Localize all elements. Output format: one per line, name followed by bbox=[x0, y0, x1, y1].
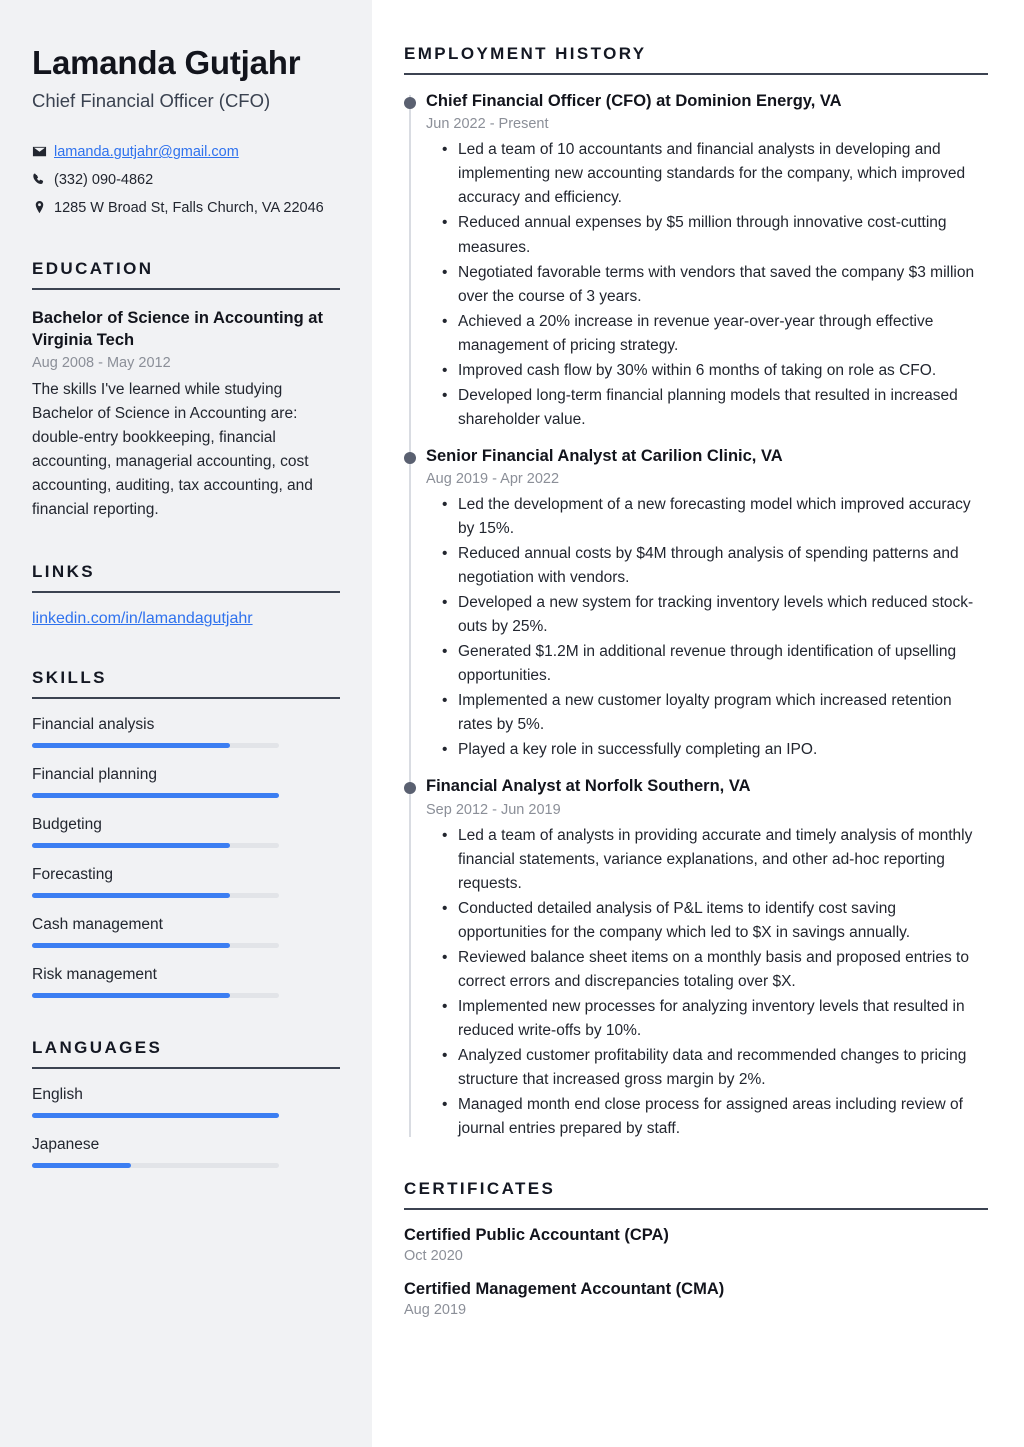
job-bullet: • Implemented a new customer loyalty program which increased retention rates by 5%. bbox=[458, 689, 988, 737]
language-bar-track bbox=[32, 1163, 279, 1168]
language-bar-track bbox=[32, 1113, 279, 1118]
job-bullet: • Conducted detailed analysis of P&L items to identify cost saving opportunities for the company which led to $X in savings annually. bbox=[458, 897, 988, 945]
job-bullet: • Reduced annual expenses by $5 million through innovative cost-cutting measures. bbox=[458, 211, 988, 259]
language-bar-fill bbox=[32, 1113, 279, 1118]
location-pin-icon bbox=[32, 198, 54, 215]
skill-bar-track bbox=[32, 993, 279, 998]
contact-address bbox=[32, 198, 340, 219]
linkedin-link[interactable]: linkedin.com/in/lamandagutjahr bbox=[32, 610, 253, 628]
employment-heading: EMPLOYMENT HISTORY bbox=[404, 44, 647, 63]
job-entry bbox=[426, 91, 988, 432]
candidate-name: Lamanda Gutjahr bbox=[32, 44, 301, 81]
languages-divider bbox=[32, 1067, 340, 1069]
job-bullet: • Led a team of 10 accountants and financial analysts in developing and implementing new accounting standards for the company, which improved accuracy and efficiency. bbox=[458, 138, 988, 210]
job-bullet: • Generated $1.2M in additional revenue through identification of upselling opportunities. bbox=[458, 640, 988, 688]
language-item bbox=[32, 1136, 340, 1168]
languages-section bbox=[32, 1038, 340, 1168]
certificate-date: Oct 2020 bbox=[404, 1247, 463, 1264]
contact-email[interactable] bbox=[32, 142, 340, 163]
job-bullet: • Developed long-term financial planning models that resulted in increased shareholder value. bbox=[458, 384, 988, 432]
languages-list bbox=[32, 1086, 340, 1168]
languages-heading: LANGUAGES bbox=[32, 1038, 163, 1058]
language-item bbox=[32, 1086, 340, 1118]
skill-label: Budgeting bbox=[32, 816, 102, 834]
phone-icon bbox=[32, 170, 54, 187]
skill-label: Cash management bbox=[32, 916, 163, 934]
skills-list bbox=[32, 716, 340, 998]
timeline-line bbox=[409, 95, 411, 1137]
skill-bar-track bbox=[32, 843, 279, 848]
education-date: Aug 2008 - May 2012 bbox=[32, 355, 171, 372]
skill-item bbox=[32, 916, 340, 948]
skill-bar-track bbox=[32, 893, 279, 898]
education-section bbox=[32, 259, 340, 522]
skill-bar-fill bbox=[32, 843, 230, 848]
education-degree: Bachelor of Science in Accounting at Virginia Tech bbox=[32, 309, 323, 350]
certificates-heading: CERTIFICATES bbox=[404, 1178, 556, 1198]
employment-divider bbox=[404, 73, 988, 75]
skill-item bbox=[32, 816, 340, 848]
timeline-dot-icon bbox=[404, 97, 416, 109]
links-section bbox=[32, 562, 340, 628]
skill-bar-fill bbox=[32, 743, 230, 748]
employment-body bbox=[404, 91, 988, 1141]
skill-bar-fill bbox=[32, 893, 230, 898]
certificate-name: Certified Public Accountant (CPA) bbox=[404, 1225, 669, 1244]
certificates-divider bbox=[404, 1208, 988, 1210]
skills-section bbox=[32, 668, 340, 998]
language-label: Japanese bbox=[32, 1136, 100, 1154]
jobs-list bbox=[426, 91, 988, 1141]
job-bullet: • Implemented new processes for analyzing inventory levels that resulted in reduced write-offs by 10%. bbox=[458, 995, 988, 1043]
skill-bar-track bbox=[32, 943, 279, 948]
job-entry bbox=[426, 776, 988, 1141]
skill-bar-fill bbox=[32, 993, 230, 998]
job-bullet: • Reviewed balance sheet items on a monthly basis and proposed entries to correct errors and discrepancies totaling over $X. bbox=[458, 946, 988, 994]
contact-phone-text: (332) 090-4862 bbox=[54, 172, 154, 189]
job-bullet: • Played a key role in successfully completing an IPO. bbox=[458, 738, 988, 762]
skill-bar-track bbox=[32, 743, 279, 748]
job-title: Senior Financial Analyst at Carilion Clinic, VA bbox=[426, 446, 783, 465]
skill-bar-fill bbox=[32, 793, 279, 798]
employment-timeline bbox=[404, 91, 988, 1141]
job-title: Chief Financial Officer (CFO) at Dominion Energy, VA bbox=[426, 92, 842, 110]
email-link[interactable]: lamanda.gutjahr@gmail.com bbox=[54, 144, 239, 161]
skills-heading: SKILLS bbox=[32, 668, 107, 688]
language-label: English bbox=[32, 1086, 83, 1104]
contact-list bbox=[32, 142, 340, 219]
job-bullet: • Analyzed customer profitability data and recommended changes to pricing structure that increased gross margin by 2%. bbox=[458, 1044, 988, 1092]
certificate-date: Aug 2019 bbox=[404, 1301, 467, 1318]
education-heading: EDUCATION bbox=[32, 259, 154, 279]
education-description: The skills I've learned while studying Bachelor of Science in Accounting are: double-entry bookkeeping, financial accounting, managerial accounting, cost accounting, auditing, tax accounting, and financial reporting. bbox=[32, 381, 313, 519]
links-body bbox=[32, 610, 340, 628]
skill-item bbox=[32, 966, 340, 998]
skills-divider bbox=[32, 697, 340, 699]
education-divider bbox=[32, 288, 340, 290]
skill-item bbox=[32, 866, 340, 898]
certificates-list bbox=[404, 1226, 988, 1318]
job-bullet: • Led the development of a new forecasting model which improved accuracy by 15%. bbox=[458, 493, 988, 541]
certificate-item bbox=[404, 1226, 988, 1264]
skill-label: Financial planning bbox=[32, 766, 157, 784]
job-bullet: • Negotiated favorable terms with vendors that saved the company $3 million over the course of 3 years. bbox=[458, 261, 988, 309]
job-bullet-list bbox=[426, 138, 988, 431]
skill-label: Forecasting bbox=[32, 866, 113, 884]
job-bullet-list bbox=[426, 493, 988, 762]
skill-bar-fill bbox=[32, 943, 230, 948]
certificate-item bbox=[404, 1280, 988, 1318]
job-bullet: • Developed a new system for tracking inventory levels which reduced stock-outs by 25%. bbox=[458, 591, 988, 639]
skill-bar-track bbox=[32, 793, 279, 798]
links-heading: LINKS bbox=[32, 562, 95, 582]
main-column bbox=[372, 0, 1024, 1447]
timeline-dot-icon bbox=[404, 782, 416, 794]
job-bullet: • Led a team of analysts in providing accurate and timely analysis of monthly financial statements, variance explanations, and other ad-hoc reporting requests. bbox=[458, 824, 988, 896]
certificates-section bbox=[404, 1179, 988, 1318]
envelope-icon bbox=[32, 142, 54, 159]
links-divider bbox=[32, 591, 340, 593]
job-bullet-list bbox=[426, 824, 988, 1141]
skill-label: Risk management bbox=[32, 966, 157, 984]
timeline-dot-icon bbox=[404, 452, 416, 464]
candidate-job-title: Chief Financial Officer (CFO) bbox=[32, 89, 271, 111]
skill-item bbox=[32, 716, 340, 748]
job-bullet: • Achieved a 20% increase in revenue year-over-year through effective management of pricing strategy. bbox=[458, 310, 988, 358]
job-bullet: • Improved cash flow by 30% within 6 months of taking on role as CFO. bbox=[458, 359, 988, 383]
language-bar-fill bbox=[32, 1163, 131, 1168]
skill-label: Financial analysis bbox=[32, 716, 155, 734]
job-entry bbox=[426, 446, 988, 763]
education-body bbox=[32, 307, 340, 522]
job-date: Sep 2012 - Jun 2019 bbox=[426, 801, 561, 818]
skill-item bbox=[32, 766, 340, 798]
certificate-name: Certified Management Accountant (CMA) bbox=[404, 1279, 725, 1298]
contact-address-text: 1285 W Broad St, Falls Church, VA 22046 bbox=[54, 200, 324, 217]
employment-section bbox=[404, 44, 988, 1141]
contact-phone bbox=[32, 170, 340, 191]
job-bullet: • Reduced annual costs by $4M through analysis of spending patterns and negotiation with vendors. bbox=[458, 542, 988, 590]
job-date: Jun 2022 - Present bbox=[426, 116, 549, 133]
job-bullet: • Managed month end close process for assigned areas including review of journal entries prepared by staff. bbox=[458, 1093, 988, 1141]
job-title: Financial Analyst at Norfolk Southern, VA bbox=[426, 777, 751, 796]
sidebar bbox=[0, 0, 372, 1447]
job-date: Aug 2019 - Apr 2022 bbox=[426, 471, 560, 488]
contact-email-text[interactable] bbox=[54, 142, 340, 163]
